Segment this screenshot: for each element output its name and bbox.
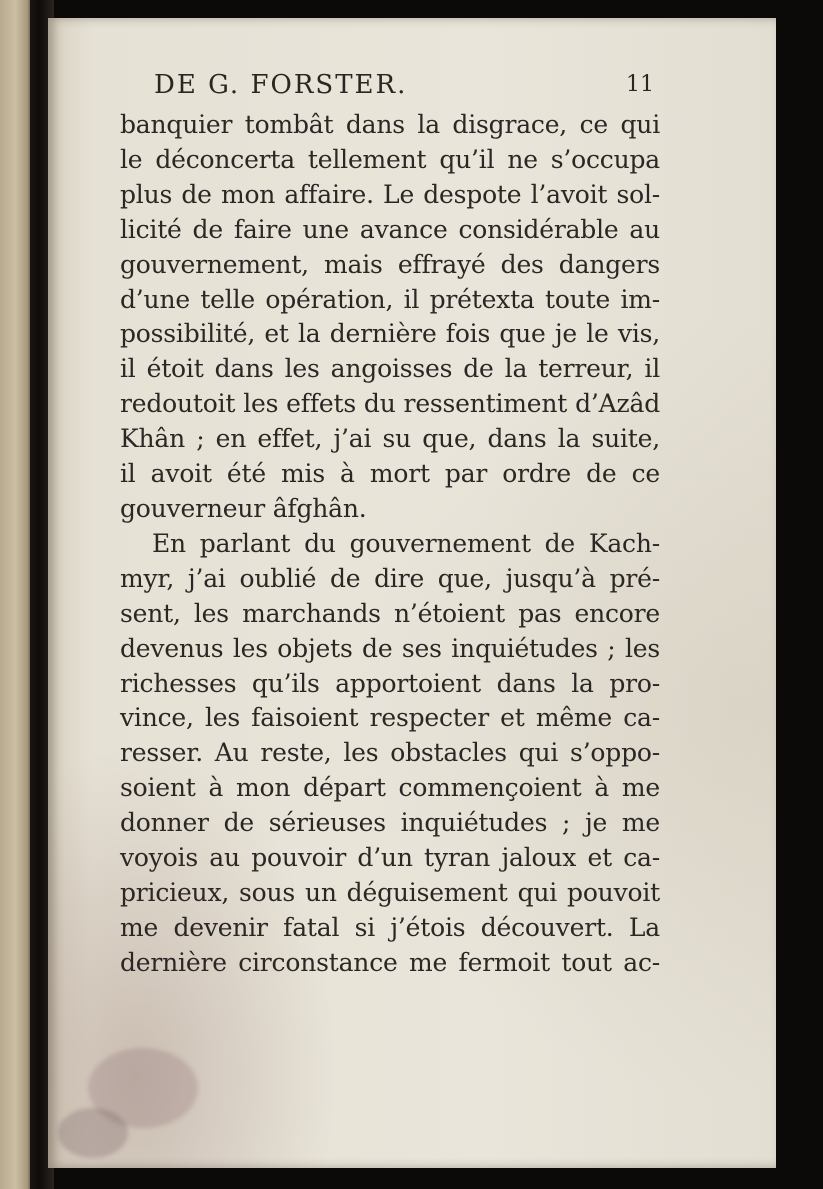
text-line: devenus les objets de ses inquiétudes ; les [120, 633, 660, 663]
text-line: dernière circonstance me fermoit tout ac- [120, 947, 660, 977]
running-head: DE G. FORSTER. [154, 70, 408, 100]
text-line: d’une telle opération, il prétexta toute im- [120, 284, 660, 314]
text-line: vince, les faisoient respecter et même ca- [120, 703, 660, 733]
text-line: plus de mon affaire. Le despote l’avoit sol- [120, 179, 660, 209]
text-line: il étoit dans les angoisses de la terreur, il [120, 354, 660, 384]
text-line: soient à mon départ commençoient à me [120, 773, 660, 803]
text-line: voyois au pouvoir d’un tyran jaloux et ca- [120, 843, 660, 873]
text-line: richesses qu’ils apportoient dans la pro- [120, 668, 660, 698]
paragraph [120, 527, 660, 981]
text-line: resser. Au reste, les obstacles qui s’oppo- [120, 738, 660, 768]
text-line: donner de sérieuses inquiétudes ; je me [120, 808, 660, 838]
text-line: gouvernement, mais effrayé des dangers [120, 249, 660, 279]
previous-page-edge [0, 0, 34, 1189]
text-line: il avoit été mis à mort par ordre de ce [120, 459, 660, 489]
text-line: redoutoit les effets du ressentiment d’Azâd [120, 389, 660, 419]
page-number: 11 [626, 72, 654, 97]
text-line: pricieux, sous un déguisement qui pouvoit [120, 877, 660, 907]
text-line: gouverneur âfghân. [120, 493, 367, 523]
text-line: possibilité, et la dernière fois que je le vis, [120, 319, 660, 349]
text-line: banquier tombât dans la disgrace, ce qui [120, 110, 660, 139]
paragraph [120, 108, 660, 527]
page-stain [58, 1108, 128, 1158]
text-line: En parlant du gouvernement de Kach- [152, 528, 660, 558]
text-line: licité de faire une avance considérable au [120, 214, 660, 244]
page-body [120, 108, 660, 981]
text-line: le déconcerta tellement qu’il ne s’occupa [120, 144, 660, 174]
text-line: sent, les marchands n’étoient pas encore [120, 598, 660, 628]
page-header [154, 70, 654, 106]
text-line: myr, j’ai oublié de dire que, jusqu’à pré- [120, 563, 660, 593]
text-line: Khân ; en effet, j’ai su que, dans la suite, [120, 424, 660, 454]
text-line: me devenir fatal si j’étois découvert. La [120, 912, 660, 942]
